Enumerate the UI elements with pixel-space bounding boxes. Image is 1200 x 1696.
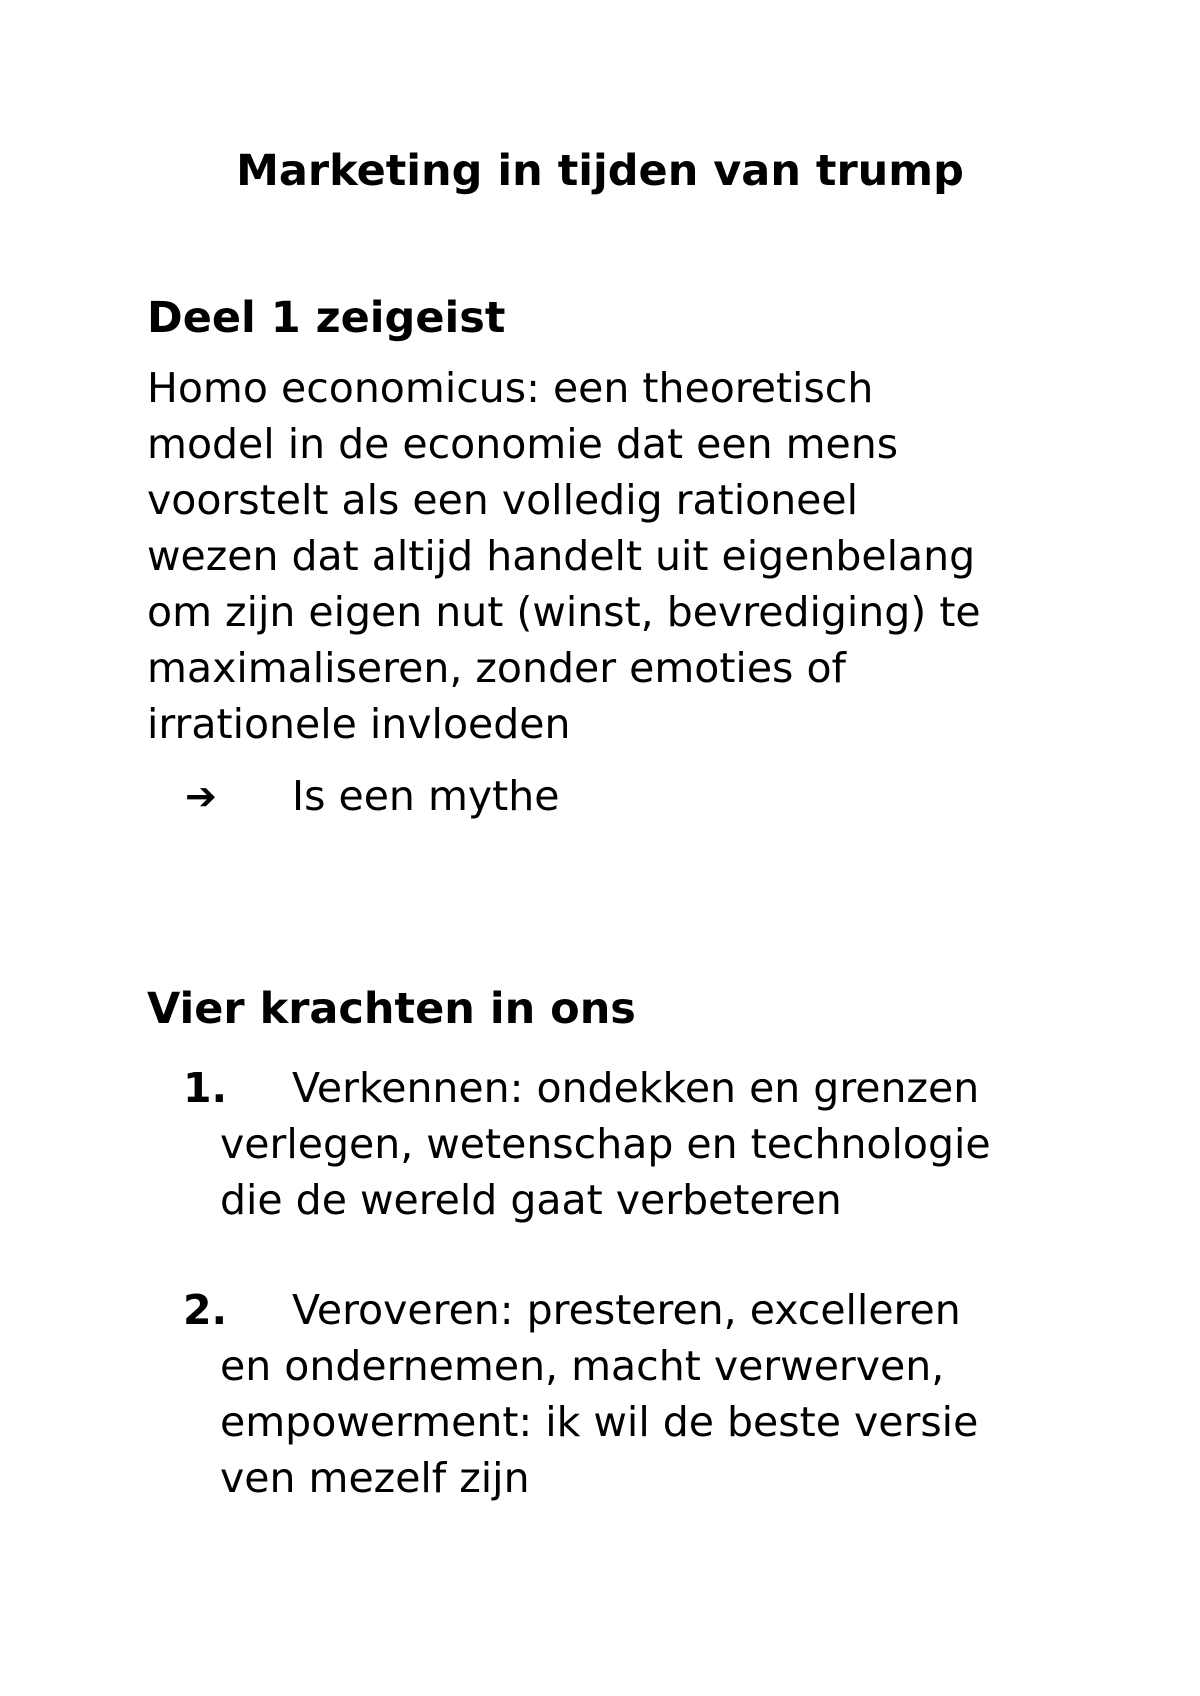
paragraph-line: irrationele invloeden xyxy=(147,700,571,748)
section-heading-deel-1: Deel 1 zeigeist xyxy=(147,293,506,343)
list-item-line: die de wereld gaat verbeteren xyxy=(220,1176,842,1224)
paragraph-line: maximaliseren, zonder emoties of xyxy=(147,644,846,692)
paragraph-line: model in de economie dat een mens xyxy=(147,420,899,468)
list-number: 1. xyxy=(183,1064,228,1112)
list-item-continuation xyxy=(220,1116,991,1228)
paragraph-line: wezen dat altijd handelt uit eigenbelang xyxy=(147,532,976,580)
list-number: 2. xyxy=(183,1286,228,1334)
section-heading-vier-krachten: Vier krachten in ons xyxy=(147,984,636,1034)
list-item-first-line: Veroveren: presteren, excelleren xyxy=(292,1286,961,1334)
list-item-line: en ondernemen, macht verwerven, xyxy=(220,1342,945,1390)
paragraph-line: voorstelt als een volledig rationeel xyxy=(147,476,859,524)
arrow-bullet-text: Is een mythe xyxy=(292,772,560,820)
list-item-line: verlegen, wetenschap en technologie xyxy=(220,1120,991,1168)
paragraph-line: om zijn eigen nut (winst, bevrediging) te xyxy=(147,588,981,636)
document-title: Marketing in tijden van trump xyxy=(236,146,964,196)
list-item-line: ven mezelf zijn xyxy=(220,1454,530,1502)
arrow-right-icon: ➔ xyxy=(185,774,217,818)
homo-economicus-paragraph xyxy=(147,360,1107,752)
paragraph-line: Homo economicus: een theoretisch xyxy=(147,364,874,412)
list-item-continuation xyxy=(220,1338,978,1506)
list-item-first-line: Verkennen: ondekken en grenzen xyxy=(292,1064,980,1112)
list-item-line: empowerment: ik wil de beste versie xyxy=(220,1398,979,1446)
